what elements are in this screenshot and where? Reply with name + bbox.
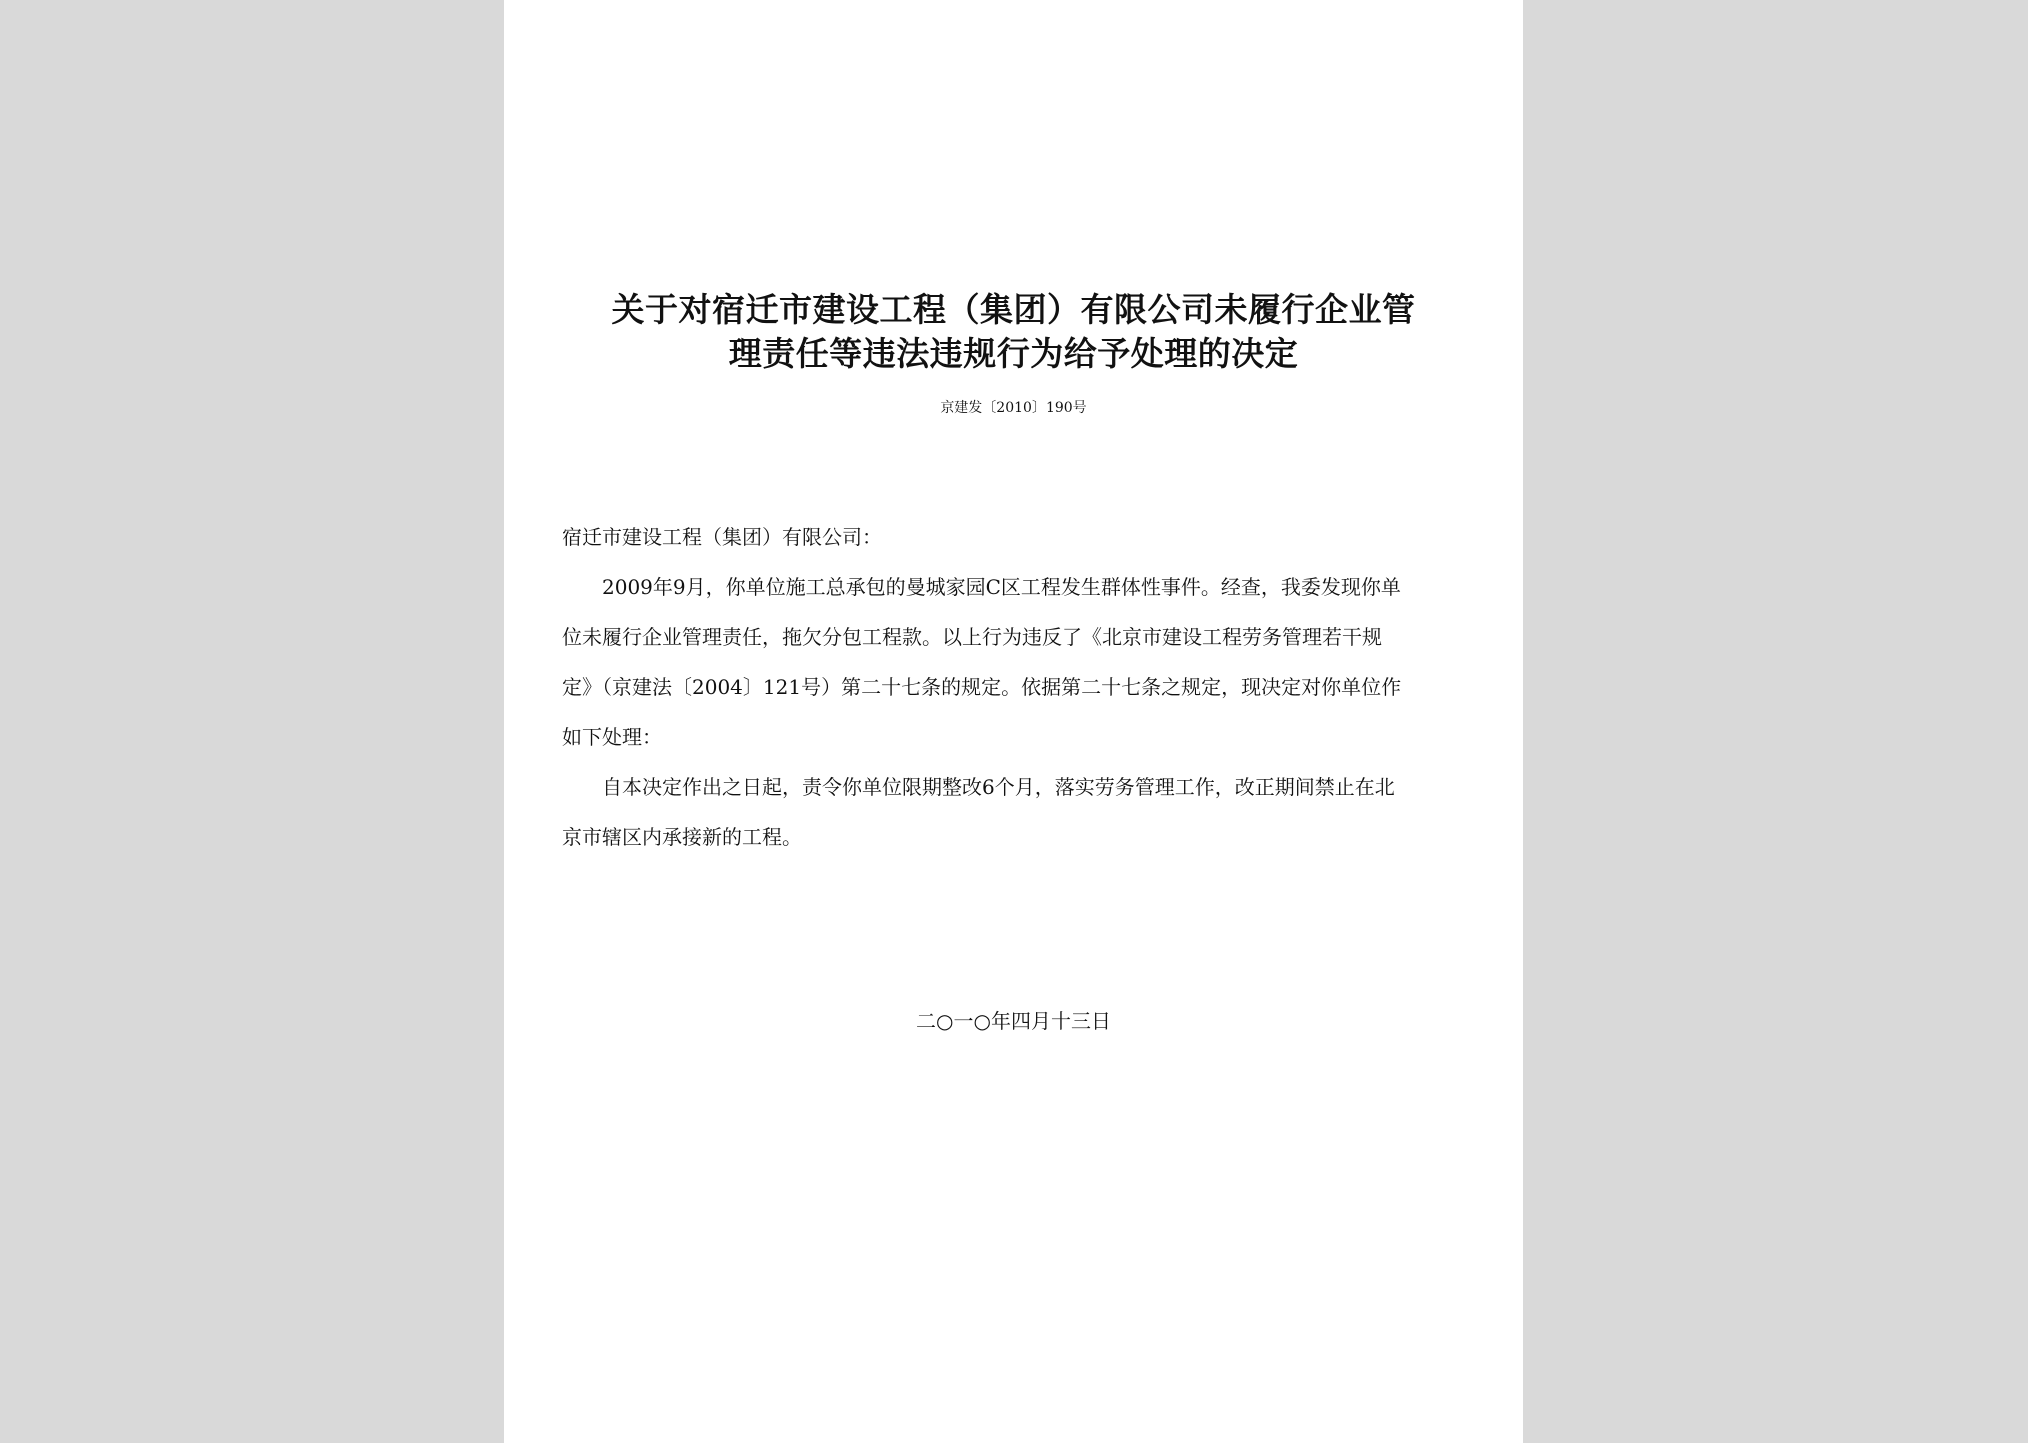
paragraph-2-line-1: 自本决定作出之日起，责令你单位限期整改6个月，落实劳务管理工作，改正期间禁止在北 [602,775,1395,799]
paragraph-1-line-4: 如下处理： [562,725,662,749]
salutation: 宿迁市建设工程（集团）有限公司： [562,525,882,549]
document-date: 二○一○年四月十三日 [916,1009,1111,1033]
paragraph-1-line-1: 2009年9月，你单位施工总承包的曼城家园C区工程发生群体性事件。经查，我委发现你单 [602,575,1401,599]
document-number: 京建发〔2010〕190号 [940,400,1087,416]
paragraph-1-line-2: 位未履行企业管理责任，拖欠分包工程款。以上行为违反了《北京市建设工程劳务管理若干规 [562,625,1382,649]
title-line-1: 关于对宿迁市建设工程（集团）有限公司未履行企业管 [611,290,1416,329]
paragraph-2 [562,762,1466,862]
document-page [504,0,1523,1443]
paragraph-1 [562,562,1466,762]
paragraph-1-line-3: 定》（京建法〔2004〕121号）第二十七条的规定。依据第二十七条之规定，现决定对你单位作 [562,675,1402,699]
title-line-2: 理责任等违法违规行为给予处理的决定 [728,334,1299,373]
paragraph-2-line-2: 京市辖区内承接新的工程。 [562,825,802,849]
document-title [504,288,1523,376]
